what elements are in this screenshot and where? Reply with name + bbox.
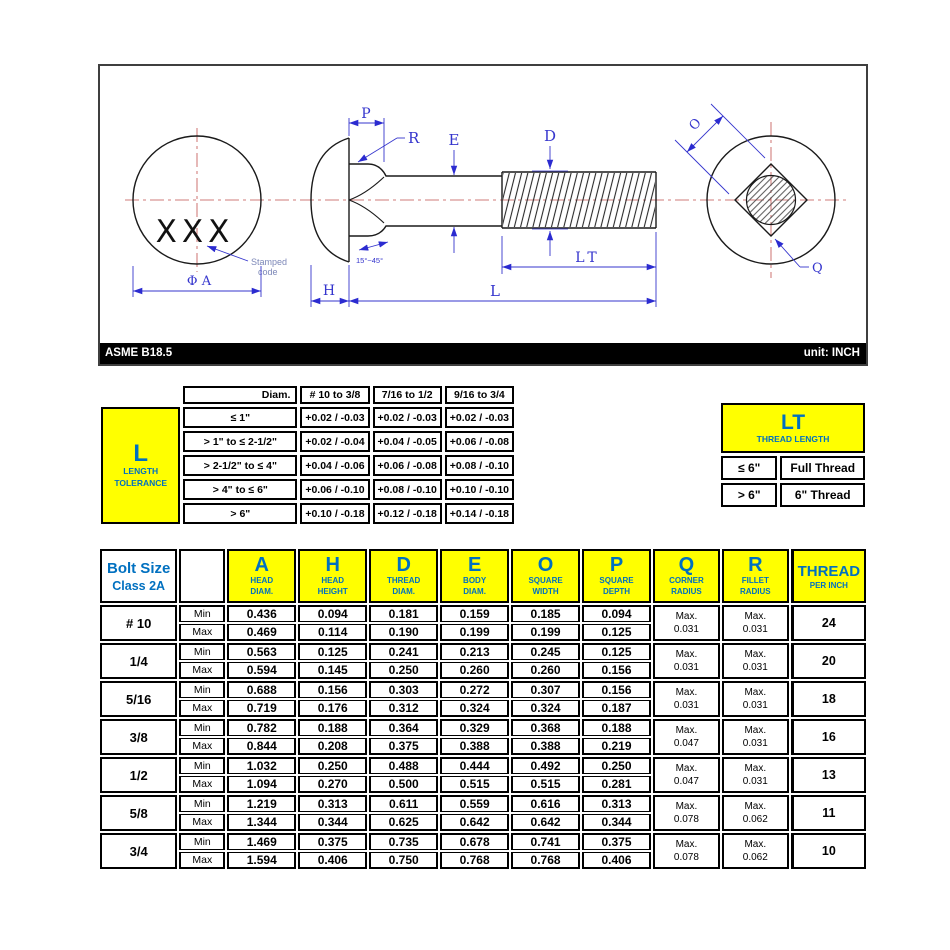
max-prefix: Max. — [675, 687, 698, 698]
value-cell: 0.241 — [369, 643, 438, 660]
table-row — [101, 386, 514, 404]
value-cell: 0.307 — [511, 681, 580, 698]
value-cell: 0.176 — [298, 700, 367, 717]
corner-radius-cell — [653, 719, 720, 755]
value-cell: 0.559 — [440, 795, 509, 812]
value-cell: 0.844 — [227, 738, 296, 755]
max-label-cell: Max — [179, 738, 225, 755]
value-cell: 0.515 — [511, 776, 580, 793]
min-label-cell: Min — [179, 719, 225, 736]
corner-radius-cell — [653, 795, 720, 831]
r-value: 0.031 — [742, 738, 768, 749]
col-sub: SQUARE — [599, 576, 634, 586]
value-cell: 0.270 — [298, 776, 367, 793]
value-cell: 1.219 — [227, 795, 296, 812]
table-row — [721, 456, 865, 480]
col-sub: DIAM. — [392, 587, 415, 596]
value-cell: 0.208 — [298, 738, 367, 755]
value-cell: 0.219 — [582, 738, 651, 755]
range-cell: > 6" — [183, 503, 297, 524]
col-sub: WIDTH — [532, 587, 559, 596]
bolt-size-title: Bolt Size — [106, 559, 171, 577]
thread-per-inch-cell: 18 — [791, 681, 866, 717]
value-cell: 0.324 — [440, 700, 509, 717]
front-view — [133, 136, 287, 297]
lt-subtitle: THREAD LENGTH — [756, 434, 830, 444]
tolerance-cell: +0.06 / -0.08 — [373, 455, 442, 476]
tolerance-cell: +0.06 / -0.08 — [445, 431, 514, 452]
fillet-radius-cell — [722, 795, 789, 831]
corner-radius-cell — [653, 643, 720, 679]
col-sub: SQUARE — [528, 576, 563, 586]
centerlines — [125, 122, 848, 278]
l-corner-cell — [101, 407, 180, 524]
table-row — [100, 833, 866, 850]
value-cell: 0.188 — [298, 719, 367, 736]
tolerance-cell: +0.12 / -0.18 — [373, 503, 442, 524]
fillet-radius-cell — [722, 643, 789, 679]
value-cell: 0.642 — [511, 814, 580, 831]
condition-cell: ≤ 6" — [721, 456, 777, 480]
r-value: 0.031 — [742, 624, 768, 635]
max-prefix: Max. — [675, 649, 698, 660]
value-cell: 0.782 — [227, 719, 296, 736]
max-prefix: Max. — [744, 611, 767, 622]
fillet-radius-cell — [722, 833, 789, 869]
bolt-size-sub: Class 2A — [112, 578, 166, 593]
col-sub: CORNER — [669, 576, 704, 586]
bolt-size-cell: 5/8 — [100, 795, 177, 831]
max-prefix: Max. — [744, 839, 767, 850]
value-cell: 0.313 — [298, 795, 367, 812]
fillet-radius-cell — [722, 719, 789, 755]
tolerance-cell: +0.02 / -0.03 — [373, 407, 442, 428]
value-cell: 0.388 — [440, 738, 509, 755]
value-cell: 0.594 — [227, 662, 296, 679]
dim-label-r: R — [408, 129, 420, 147]
col-sub: HEAD — [250, 576, 274, 586]
max-label-cell: Max — [179, 662, 225, 679]
value-cell: 0.406 — [582, 852, 651, 869]
r-value: 0.031 — [742, 776, 768, 787]
value-cell: 0.741 — [511, 833, 580, 850]
col-header-cell: 7/16 to 1/2 — [373, 386, 442, 404]
standard-label: ASME B18.5 — [105, 347, 173, 359]
thread-length-table — [718, 400, 868, 510]
value-cell: 0.388 — [511, 738, 580, 755]
value-cell: 1.594 — [227, 852, 296, 869]
q-value: 0.047 — [673, 776, 699, 787]
min-label-cell: Min — [179, 795, 225, 812]
corner-radius-cell — [653, 681, 720, 717]
value-cell: 0.250 — [298, 757, 367, 774]
col-sub: DEPTH — [602, 587, 631, 596]
value-cell: 0.281 — [582, 776, 651, 793]
fillet-radius-cell — [722, 757, 789, 793]
value-cell: 0.185 — [511, 605, 580, 622]
unit-label: unit: INCH — [803, 347, 860, 359]
min-label-cell: Min — [179, 605, 225, 622]
value-cell: 0.260 — [511, 662, 580, 679]
dim-label-e: E — [448, 131, 460, 149]
value-cell: 0.094 — [298, 605, 367, 622]
col-header-r — [722, 549, 789, 603]
value-cell: 0.344 — [298, 814, 367, 831]
col-header-e — [440, 549, 509, 603]
value-cell: 0.125 — [298, 643, 367, 660]
thread-per-inch-cell: 10 — [791, 833, 866, 869]
tolerance-cell: +0.08 / -0.10 — [373, 479, 442, 500]
tolerance-cell: +0.02 / -0.04 — [300, 431, 369, 452]
table-row — [100, 681, 866, 698]
value-cell: 0.469 — [227, 624, 296, 641]
thread-per-inch-cell: 13 — [791, 757, 866, 793]
min-label-cell: Min — [179, 833, 225, 850]
value-cell: 0.125 — [582, 643, 651, 660]
diam-header-cell: Diam. — [183, 386, 297, 404]
tolerance-cell: +0.04 / -0.05 — [373, 431, 442, 452]
r-value: 0.062 — [742, 814, 768, 825]
value-cell: 0.094 — [582, 605, 651, 622]
max-prefix: Max. — [744, 687, 767, 698]
r-value: 0.031 — [742, 700, 768, 711]
thread-header: THREAD — [797, 562, 861, 580]
side-view — [311, 106, 656, 307]
value-cell: 0.199 — [511, 624, 580, 641]
thread-per-inch-cell: 24 — [791, 605, 866, 641]
value-cell: 0.375 — [369, 738, 438, 755]
value-cell: 0.199 — [440, 624, 509, 641]
lt-corner-cell — [721, 403, 865, 453]
tolerance-cell: +0.10 / -0.10 — [445, 479, 514, 500]
thread-per-inch-cell: 16 — [791, 719, 866, 755]
value-cell: 0.375 — [298, 833, 367, 850]
corner-radius-cell — [653, 757, 720, 793]
thread-per-inch-cell: 20 — [791, 643, 866, 679]
l-title: L — [133, 440, 149, 468]
q-value: 0.031 — [673, 624, 699, 635]
l-subtitle-2: TOLERANCE — [114, 477, 168, 488]
r-value: 0.031 — [742, 662, 768, 673]
value-cell: 0.190 — [369, 624, 438, 641]
corner-radius-cell — [653, 605, 720, 641]
min-label-cell: Min — [179, 681, 225, 698]
blank-header-cell — [179, 549, 225, 603]
bolt-size-cell: 1/2 — [100, 757, 177, 793]
max-label-cell: Max — [179, 624, 225, 641]
value-cell: 0.616 — [511, 795, 580, 812]
value-cell: 0.313 — [582, 795, 651, 812]
lt-title: LT — [780, 411, 806, 434]
col-sub: HEAD — [321, 576, 345, 586]
col-header-d — [369, 549, 438, 603]
value-cell: 1.469 — [227, 833, 296, 850]
thread-sub: PER INCH — [809, 580, 848, 590]
angle-note: 15°~45° — [356, 256, 384, 265]
col-header-h — [298, 549, 367, 603]
tolerance-cell: +0.02 / -0.03 — [445, 407, 514, 428]
table-row — [100, 643, 866, 660]
condition-cell: > 6" — [721, 483, 777, 507]
tolerance-cell: +0.06 / -0.10 — [300, 479, 369, 500]
table-row — [100, 757, 866, 774]
value-cell: 0.625 — [369, 814, 438, 831]
dim-label-h: H — [322, 283, 336, 299]
value-cell: 0.515 — [440, 776, 509, 793]
table-row — [101, 407, 514, 428]
value-cell: 0.181 — [369, 605, 438, 622]
col-header-cell: 9/16 to 3/4 — [445, 386, 514, 404]
col-header-o — [511, 549, 580, 603]
value-cell: 0.156 — [582, 662, 651, 679]
value-cell: 0.344 — [582, 814, 651, 831]
value-cell: 0.329 — [440, 719, 509, 736]
col-header-thread — [791, 549, 866, 603]
value-cell: 0.364 — [369, 719, 438, 736]
range-cell: ≤ 1" — [183, 407, 297, 428]
value-cell: 0.436 — [227, 605, 296, 622]
value-cell: 0.735 — [369, 833, 438, 850]
value-cell: 0.245 — [511, 643, 580, 660]
col-letter: O — [537, 554, 554, 577]
col-header-q — [653, 549, 720, 603]
fillet-radius-cell — [722, 681, 789, 717]
value-cell: 0.250 — [369, 662, 438, 679]
value-cell: 0.444 — [440, 757, 509, 774]
stamped-code-label-2: code — [258, 267, 278, 277]
value-cell: 0.188 — [582, 719, 651, 736]
dim-label-d: D — [543, 127, 557, 145]
thread-hatch — [503, 173, 655, 227]
l-subtitle-1: LENGTH — [123, 466, 159, 477]
dim-label-p: P — [361, 106, 371, 122]
range-cell: > 1" to ≤ 2-1/2" — [183, 431, 297, 452]
thread-rule-cell: Full Thread — [780, 456, 865, 480]
col-letter: R — [748, 554, 763, 577]
value-cell: 0.642 — [440, 814, 509, 831]
max-prefix: Max. — [675, 801, 698, 812]
col-sub: FILLET — [741, 576, 769, 586]
value-cell: 0.488 — [369, 757, 438, 774]
bolt-dimensions-table — [98, 547, 868, 871]
col-sub: RADIUS — [671, 587, 702, 596]
thread-per-inch-cell: 11 — [791, 795, 866, 831]
shank-section-hatched — [747, 176, 796, 225]
fillet-radius-cell — [722, 605, 789, 641]
dim-label-o: O — [686, 115, 705, 134]
tolerance-cell: +0.10 / -0.18 — [300, 503, 369, 524]
value-cell: 0.187 — [582, 700, 651, 717]
value-cell: 0.260 — [440, 662, 509, 679]
value-cell: 0.114 — [298, 624, 367, 641]
corner-radius-cell — [653, 833, 720, 869]
table-row — [100, 605, 866, 622]
value-cell: 0.272 — [440, 681, 509, 698]
min-label-cell: Min — [179, 643, 225, 660]
r-value: 0.062 — [742, 852, 768, 863]
max-prefix: Max. — [675, 611, 698, 622]
col-sub: HEIGHT — [317, 587, 348, 596]
tolerance-cell: +0.14 / -0.18 — [445, 503, 514, 524]
length-tolerance-table — [98, 383, 517, 527]
max-prefix: Max. — [744, 801, 767, 812]
back-view — [675, 104, 835, 276]
value-cell: 0.368 — [511, 719, 580, 736]
value-cell: 0.156 — [298, 681, 367, 698]
max-prefix: Max. — [675, 839, 698, 850]
header-row — [100, 549, 866, 603]
value-cell: 0.719 — [227, 700, 296, 717]
max-label-cell: Max — [179, 700, 225, 717]
max-label-cell: Max — [179, 776, 225, 793]
q-value: 0.047 — [673, 738, 699, 749]
col-letter: Q — [678, 554, 695, 577]
bolt-size-cell: 5/16 — [100, 681, 177, 717]
col-sub: BODY — [463, 576, 487, 586]
max-prefix: Max. — [675, 763, 698, 774]
value-cell: 0.611 — [369, 795, 438, 812]
value-cell: 0.406 — [298, 852, 367, 869]
range-cell: > 4" to ≤ 6" — [183, 479, 297, 500]
bolt-size-cell: 3/8 — [100, 719, 177, 755]
max-label-cell: Max — [179, 814, 225, 831]
drawing-frame — [98, 64, 868, 366]
table-row — [721, 483, 865, 507]
table-row — [100, 719, 866, 736]
thread-rule-cell: 6" Thread — [780, 483, 865, 507]
q-value: 0.078 — [673, 852, 699, 863]
col-letter: E — [467, 554, 482, 577]
title-bar — [100, 343, 866, 364]
bolt-size-cell: 1/4 — [100, 643, 177, 679]
table-row — [721, 403, 865, 453]
value-cell: 0.750 — [369, 852, 438, 869]
tolerance-cell: +0.08 / -0.10 — [445, 455, 514, 476]
value-cell: 0.250 — [582, 757, 651, 774]
col-header-cell: # 10 to 3/8 — [300, 386, 369, 404]
col-sub: THREAD — [386, 576, 421, 586]
value-cell: 0.145 — [298, 662, 367, 679]
value-cell: 0.688 — [227, 681, 296, 698]
col-letter: H — [325, 554, 340, 577]
value-cell: 0.213 — [440, 643, 509, 660]
col-sub: RADIUS — [739, 587, 771, 596]
bolt-size-header — [100, 549, 177, 603]
value-cell: 0.492 — [511, 757, 580, 774]
col-header-a — [227, 549, 296, 603]
col-letter: A — [254, 554, 269, 577]
max-prefix: Max. — [744, 763, 767, 774]
range-cell: > 2-1/2" to ≤ 4" — [183, 455, 297, 476]
value-cell: 0.159 — [440, 605, 509, 622]
q-value: 0.078 — [673, 814, 699, 825]
col-letter: P — [609, 554, 624, 577]
col-sub: DIAM. — [463, 587, 486, 596]
bolt-size-cell: # 10 — [100, 605, 177, 641]
tolerance-cell: +0.04 / -0.06 — [300, 455, 369, 476]
spacer-cell — [101, 386, 180, 404]
stamp-text: XXX — [155, 214, 235, 250]
tolerance-cell: +0.02 / -0.03 — [300, 407, 369, 428]
value-cell: 0.312 — [369, 700, 438, 717]
min-label-cell: Min — [179, 757, 225, 774]
value-cell: 0.303 — [369, 681, 438, 698]
value-cell: 0.500 — [369, 776, 438, 793]
value-cell: 1.094 — [227, 776, 296, 793]
max-label-cell: Max — [179, 852, 225, 869]
max-prefix: Max. — [675, 725, 698, 736]
col-sub: DIAM. — [250, 587, 274, 596]
carriage-bolt-drawing — [100, 66, 866, 343]
value-cell: 0.678 — [440, 833, 509, 850]
dim-label-q: Q — [812, 261, 823, 276]
value-cell: 0.563 — [227, 643, 296, 660]
value-cell: 0.125 — [582, 624, 651, 641]
q-value: 0.031 — [673, 662, 699, 673]
dim-label-l: L — [490, 282, 500, 300]
stamped-code-label-1: Stamped — [251, 257, 288, 267]
table-row — [100, 795, 866, 812]
col-letter: D — [396, 554, 411, 577]
dim-label-dia-a: Φ A — [186, 274, 212, 289]
col-header-p — [582, 549, 651, 603]
value-cell: 0.768 — [440, 852, 509, 869]
max-prefix: Max. — [744, 649, 767, 660]
value-cell: 0.768 — [511, 852, 580, 869]
value-cell: 0.375 — [582, 833, 651, 850]
bolt-size-cell: 3/4 — [100, 833, 177, 869]
value-cell: 1.344 — [227, 814, 296, 831]
value-cell: 0.324 — [511, 700, 580, 717]
value-cell: 0.156 — [582, 681, 651, 698]
max-prefix: Max. — [744, 725, 767, 736]
q-value: 0.031 — [673, 700, 699, 711]
value-cell: 1.032 — [227, 757, 296, 774]
dim-label-lt: LT — [575, 250, 601, 266]
